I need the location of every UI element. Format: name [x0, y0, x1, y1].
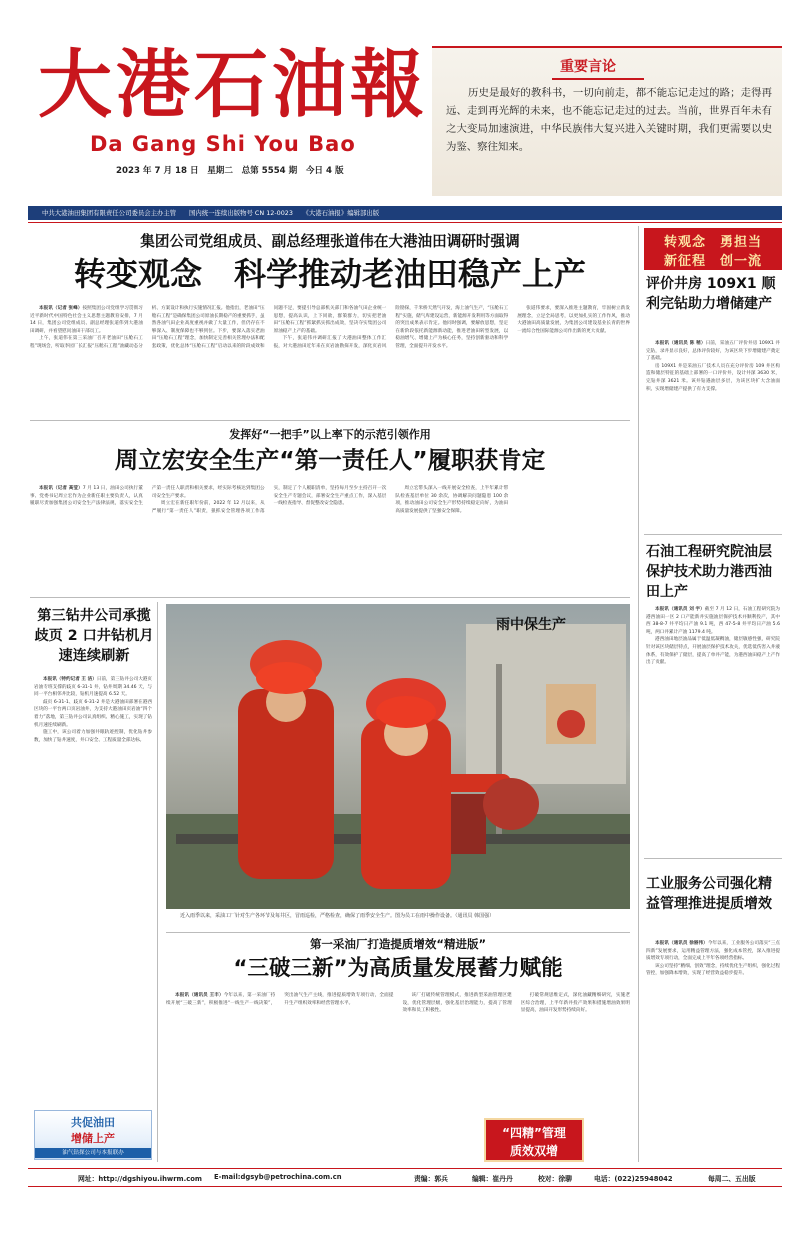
right1-headline: 评价井房 109X1 顺利完钻助力增储建产 — [646, 276, 776, 312]
lead-kicker: 集团公司党组成员、副总经理张道伟在大港油田调研时强调 — [140, 233, 520, 250]
article4-body: 本报讯（通讯员 王丰）今年以来，第一采油厂持续开展“三破三新”，积极推进“一线生产一线决策”，突出油气生产主线，推进提质增效专项行动，全面提升生产组织效率和经营管理水平。 该厂打破传统管理模式，推进新型采油管理区建设，优化管理层级，强化基层治理能力，提高了管理效率和员工积极性。 打破常规思维定式，深化油藏精细研究，实施老区综合治理，上半年新井投产效果和措施增油效果明显提高，油田开发形势持续向好。 — [166, 993, 630, 1014]
news-photo — [166, 604, 630, 909]
slogan-banner — [644, 228, 782, 270]
important-remarks-box — [432, 46, 782, 196]
masthead-red-rule — [28, 222, 782, 223]
article2-headline: 周立宏安全生产“第一责任人”履职获肯定 — [114, 446, 546, 474]
slogan-line1: 转观念 勇担当 — [663, 235, 762, 250]
footer-red-rule — [28, 1168, 782, 1169]
article3-headline: 第三钻井公司承揽歧页 2 口井钻机月速连续刷新 — [34, 608, 154, 664]
right3-headline: 工业服务公司强化精益管理推进提质增效 — [646, 876, 772, 912]
right3-body: 本报讯（通讯员 徐丽伟）今年以来，工业服务公司落实“三点四新”发展要求，运用精益管理方法，强化成本管控，深入推进提质增效专项行动，全面完成上半年各项经营指标。 该公司坚持“精细、创效”理念，持续优化生产组织，强化过程管控，加强降本增效，实现了经营效益稳步提升。 — [646, 941, 780, 977]
article2-byline: 本报讯（记者 高莹） — [39, 486, 83, 491]
badge-line1: 共促油田 — [71, 1116, 115, 1129]
footer-schedule: 每周二、五出版 — [708, 1175, 756, 1183]
photo-caption: 近入雨季以来，采油工厂针对生产各环节及每井区，冒雨巡检，严格检查，确保了雨季安全生产。图为员工在雨中操作设备。（通讯员 韩国强） — [180, 913, 495, 919]
footer-proof: 校对：徐聊 — [538, 1175, 572, 1183]
photo-divider — [166, 932, 630, 933]
masthead — [28, 40, 428, 200]
article3-byline: 本报讯（特约记者 王 洁） — [43, 677, 97, 682]
newspaper-pinyin: Da Gang Shi You Bao — [90, 132, 356, 156]
right2-byline: 本报讯（通讯员 刘 宇） — [655, 607, 705, 612]
publisher-info: 中共大港油田集团有限责任公司委员会主办主管 国内统一连续出版物号 CN 12-0023 《大港石油报》编辑部出版 — [42, 209, 380, 217]
article4-headline: “三破三新”为高质量发展蓄力赋能 — [233, 956, 563, 981]
four-precision-badge — [484, 1118, 584, 1162]
footer-website[interactable]: 网址：http://dgshiyou.ihwrm.com — [78, 1175, 202, 1183]
newspaper-title: 大港石油報 — [38, 42, 428, 128]
footer — [28, 1171, 782, 1185]
right2-headline: 石油工程研究院油层保护技术助力港西油田上产 — [646, 544, 772, 600]
workers-in-rain-photo — [166, 604, 630, 909]
article4-byline: 本报讯（通讯员 王丰） — [175, 993, 224, 998]
footer-editor: 责编：郭兵 — [414, 1175, 448, 1183]
badge-line2: 增储上产 — [71, 1132, 115, 1145]
badge-center-line2: 质效双增 — [509, 1144, 558, 1158]
joint-badge — [34, 1110, 152, 1160]
article2-divider — [30, 597, 630, 598]
lead-headline: 转变观念 科学推动老油田稳产上产 — [73, 255, 586, 293]
right-column-rule — [638, 226, 639, 1162]
footer-designer: 编辑：崔丹丹 — [472, 1175, 513, 1183]
badge-sub: 油气钻探公司与本报联办 — [35, 1148, 151, 1158]
right3-byline: 本报讯（通讯员 徐丽伟） — [655, 941, 708, 946]
slogan-line2: 新征程 创一流 — [663, 254, 762, 269]
right2-body: 本报讯（通讯员 刘 宇）截至 7 月 12 日，石油工程研究院为港西油田一区 2 口产能新井实施油层保护技术并顺利投产，其中西 38-8-7 井平均日产油 9.1 吨，西 47-5-8 井平均日产油 5.6 吨，两口井累计产油 1179.4 吨。 港西油田地层油品属于低温低凝稠油，储层敏感性强，研究院针对该区块储层特点，开展油层保护技术攻关，优选低伤害入井液体系，有效保护了储层，提高了单井产能，为港西油田稳产上产作出了贡献。 — [646, 607, 780, 666]
lead-divider — [30, 420, 630, 421]
remarks-text: 历史是最好的教科书，一切向前走，都不能忘记走过的路；走得再远、走到再光辉的未来，也不能忘记走过的过去。当前，世界百年未有之大变局加速演进，中华民族伟大复兴进入关键时期，我们更需要以史为鉴、察往知来。 — [446, 87, 772, 153]
article3-body: 本报讯（特约记者 王 洁）日前，第三钻井公司大港页岩油专班支撑的歧页 6-31-1 井，钻井周期 34.46 天，与同一平台相邻井比较，钻机月速提高 6.52 天。 歧页 6-31-1、歧页 6-31-2 井是大港油田部署在港西区块的一平台两口页岩油井，为支持大港油田页岩油“四个着力”落地，第三钻井公司认真组织、精心施工，实现了钻机月速连续刷新。 施工中，该公司着力加强井眼轨迹控制，优化钻井参数，加快了钻井速度，井口安全、工程质量全部达标。 — [34, 677, 152, 743]
article4-kicker: 第一采油厂打造提质增效“精进版” — [309, 937, 487, 951]
lead-byline: 本报讯（记者 张峰） — [39, 306, 83, 311]
footer-phone: 电话：(022)25948042 — [594, 1175, 673, 1183]
badge-center-line1: “四精”管理 — [502, 1126, 566, 1140]
article2-kicker: 发挥好“一把手”以上率下的示范引领作用 — [229, 428, 431, 441]
footer-bottom-rule — [28, 1186, 782, 1187]
right1-divider — [644, 534, 782, 535]
article2-body: 本报讯（记者 高莹）7 月 13 日，油田公司执行董事、党委书记周立宏作为企业新任职主要负责人，认真履职尽责加强集团公司安全生产法律法规，落实安全生产第一责任人职责和相关要求，经实际考核达到集团公司安全生产要求。 周立宏在新任职年份前，2022 年 12 月以来，从严履行“第一责任人”职责，狠抓安全管理各项工作落实，制定了个人履职清单，坚持每月至少主持召开一次安全生产专题会议，部署安全生产重点工作，深入基层一线检查指导、督促整改安全隐患。 周立宏带头深入一线开展安全检查，上半年累计带队检查基层单位 30 余次，协调解决问题隐患 100 余项，推动油田公司安全生产形势持续稳定向好，为油田高质量发展提供了坚强安全保障。 — [30, 486, 509, 514]
article3-box — [30, 602, 158, 1162]
date-line: 2023 年 7 月 18 日 星期二 总第 5554 期 今日 4 版 — [116, 166, 344, 176]
remarks-header-underline — [552, 78, 644, 80]
remarks-header: 重要言论 — [560, 59, 616, 75]
right1-byline: 本报讯（通讯员 陈 稍） — [655, 341, 706, 346]
lead-body: 本报讯（记者 张峰）按照集团公司党组学习贯彻习近平新时代中国特色社会主义思想主题教育安排，7 月 14 日，集团公司党组成员、副总经理张道伟到大港油田调研，并看望慰问油田干部员工。 上午，张道伟在第三采油厂召开老油田“压舱石工程”现场会，听取李园厂长汇报“压舱石工程”油藏动态分析、方案设计和执行实施情况汇报。他指出，老油田“压舱石工程”是确保集团公司原油长期稳产的重要抓手，虽然各油气田企业高度重视并做了大量工作，但仍存在不够深入、制度保障也不够到位。下步，要深入落实老油田“压舱石工程”理念，加快制定完善相关管理办法和配套政策，优化总体“压舱石工程”启动以来的阶段成效和问题不足，要提引导总部机关部门和各油气田企业统一思想，提高认识，上下同欲，群策群力，切实把老油田“压舱石工程”抓紧抓实抓出成效，坚决夺实集团公司原油稳产上产的基础。 下午，张道伟并调研汇报了大港油田整体工作汇报，对大港油田近年来在页岩油勘探开发，深化页岩风险勘探，千米桥天然气开发，海上油气生产，“压舱石工程”实施，储气库建设运营，新能源开发利用等方面取得的突出成果表示肯定。他同时强调，要解放思想，坚定在新阶段依托新能源新动能，推进老油田转型发展，以稳油增气、增储上产为核心任务，坚持创新驱动和科学管理，全面提升开发水平。 张道伟要求，要深入推进主题教育，牢固树立新发展理念，立足全局思考，以更加扎实的工作作风，推动大港油田高质量发展，为集团公司建设基业长青的世界一流综合性国际能源公司作出新的更大贡献。 — [30, 306, 630, 349]
right2-divider — [644, 858, 782, 859]
publisher-strip — [28, 206, 782, 220]
footer-email[interactable]: E-mail:dgsyb@petrochina.com.cn — [214, 1173, 342, 1181]
right1-body: 本报讯（通讯员 陈 稍）日前，采油五厂评价井房 109X1 井完钻，录井显示良好，总体评价较好，为该区块下步增储建产奠定了基础。 房 109X1 井是采油五厂技术人员在充分评价房 109 井区构造和储层特征的基础上部署的一口评价井，设计井深 3630 米，完钻井深 3621 米。该井钻遇油层多层，为该区块扩大含油面积、实现增储建产提供了有力支撑。 — [646, 341, 780, 392]
photo-title: 雨中保生产 — [496, 617, 566, 633]
